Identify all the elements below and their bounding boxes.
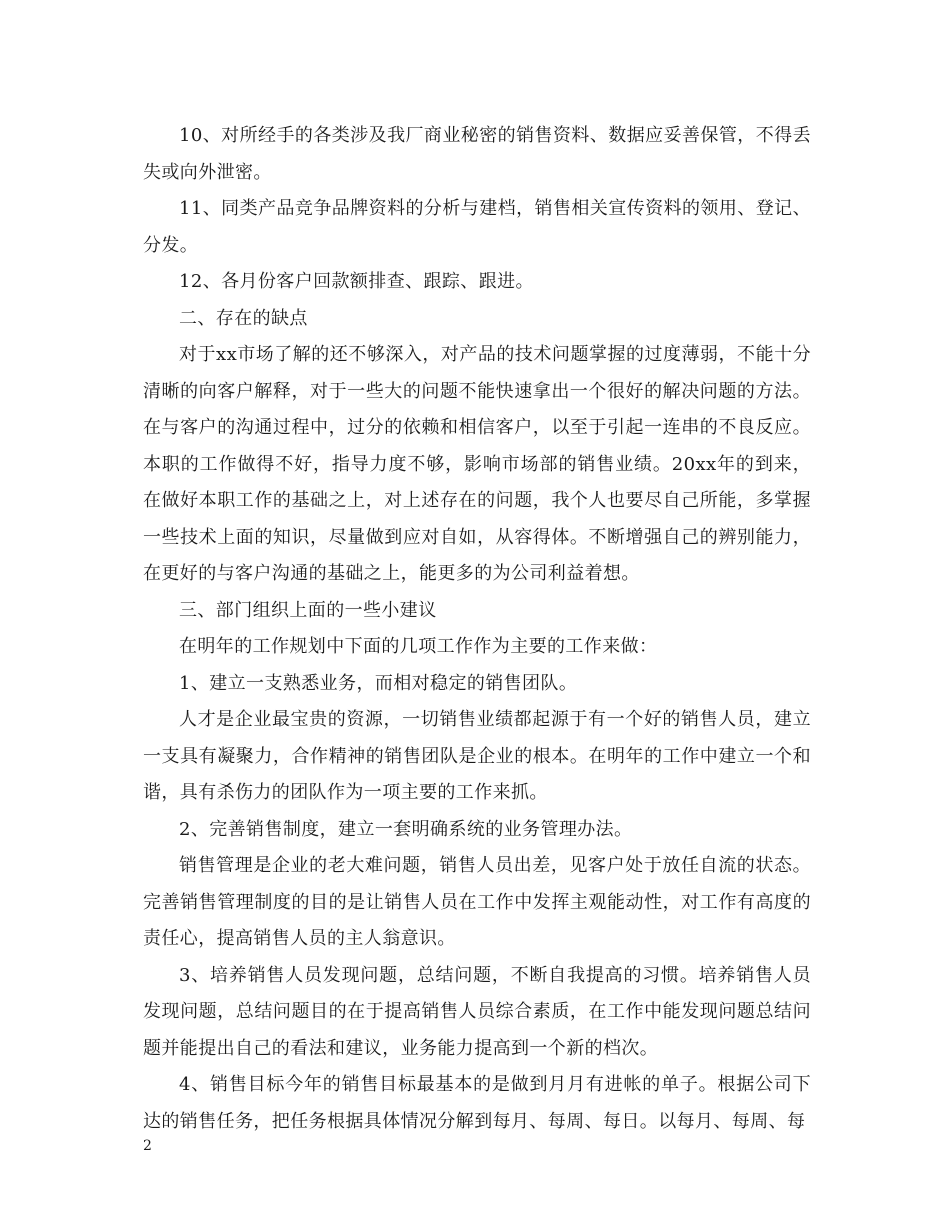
paragraph-item-10: 10、对所经手的各类涉及我厂商业秘密的销售资料、数据应妥善保管，不得丢失或向外泄密。 bbox=[143, 125, 811, 183]
section-heading-suggestions: 三、部门组织上面的一些小建议 bbox=[179, 599, 437, 621]
document-body bbox=[143, 118, 811, 1140]
paragraph-item-11: 11、同类产品竞争品牌资料的分析与建档，销售相关宣传资料的领用、登记、分发。 bbox=[143, 198, 811, 256]
paragraph-item-1: 1、建立一支熟悉业务，而相对稳定的销售团队。 bbox=[179, 672, 578, 694]
page-number: 2 bbox=[143, 1138, 152, 1154]
section-heading-shortcomings: 二、存在的缺点 bbox=[179, 307, 308, 329]
paragraph-plan-intro: 在明年的工作规划中下面的几项工作作为主要的工作来做： bbox=[179, 636, 658, 657]
paragraph-item-12: 12、各月份客户回款额排查、跟踪、跟进。 bbox=[179, 271, 534, 292]
paragraph-item-2: 2、完善销售制度，建立一套明确系统的业务管理办法。 bbox=[179, 818, 633, 840]
paragraph-item-4: 4、销售目标今年的销售目标最基本的是做到月月有进帐的单子。根据公司下达的销售任务，把任务根据具体情况分解到每月、每周、每日。以每月、每周、每 bbox=[143, 1074, 811, 1132]
paragraph-team: 人才是企业最宝贵的资源，一切销售业绩都起源于有一个好的销售人员，建立一支具有凝聚力，合作精神的销售团队是企业的根本。在明年的工作中建立一个和谐，具有杀伤力的团队作为一项主要的工作来抓。 bbox=[143, 709, 811, 803]
paragraph-item-3: 3、培养销售人员发现问题，总结问题，不断自我提高的习惯。培养销售人员发现问题，总结问题目的在于提高销售人员综合素质，在工作中能发现问题总结问题并能提出自己的看法和建议，业务能力提高到一个新的档次。 bbox=[143, 964, 811, 1059]
paragraph-sales-management: 销售管理是企业的老大难问题，销售人员出差，见客户处于放任自流的状态。完善销售管理制度的目的是让销售人员在工作中发挥主观能动性，对工作有高度的责任心，提高销售人员的主人翁意识。 bbox=[143, 855, 811, 949]
paragraph-shortcomings: 对于xx市场了解的还不够深入，对产品的技术问题掌握的过度薄弱，不能十分清晰的向客户解释，对于一些大的问题不能快速拿出一个很好的解决问题的方法。在与客户的沟通过程中，过分的依赖和相信客户，以至于引起一连串的不良反应。本职的工作做得不好，指导力度不够，影响市场部的销售业绩。20xx年的到来，在做好本职工作的基础之上，对上述存在的问题，我个人也要尽自己所能，多掌握一些技术上面的知识，尽量做到应对自如，从容得体。不断增强自己的辨别能力，在更好的与客户沟通的基础之上，能更多的为公司利益着想。 bbox=[143, 344, 811, 584]
